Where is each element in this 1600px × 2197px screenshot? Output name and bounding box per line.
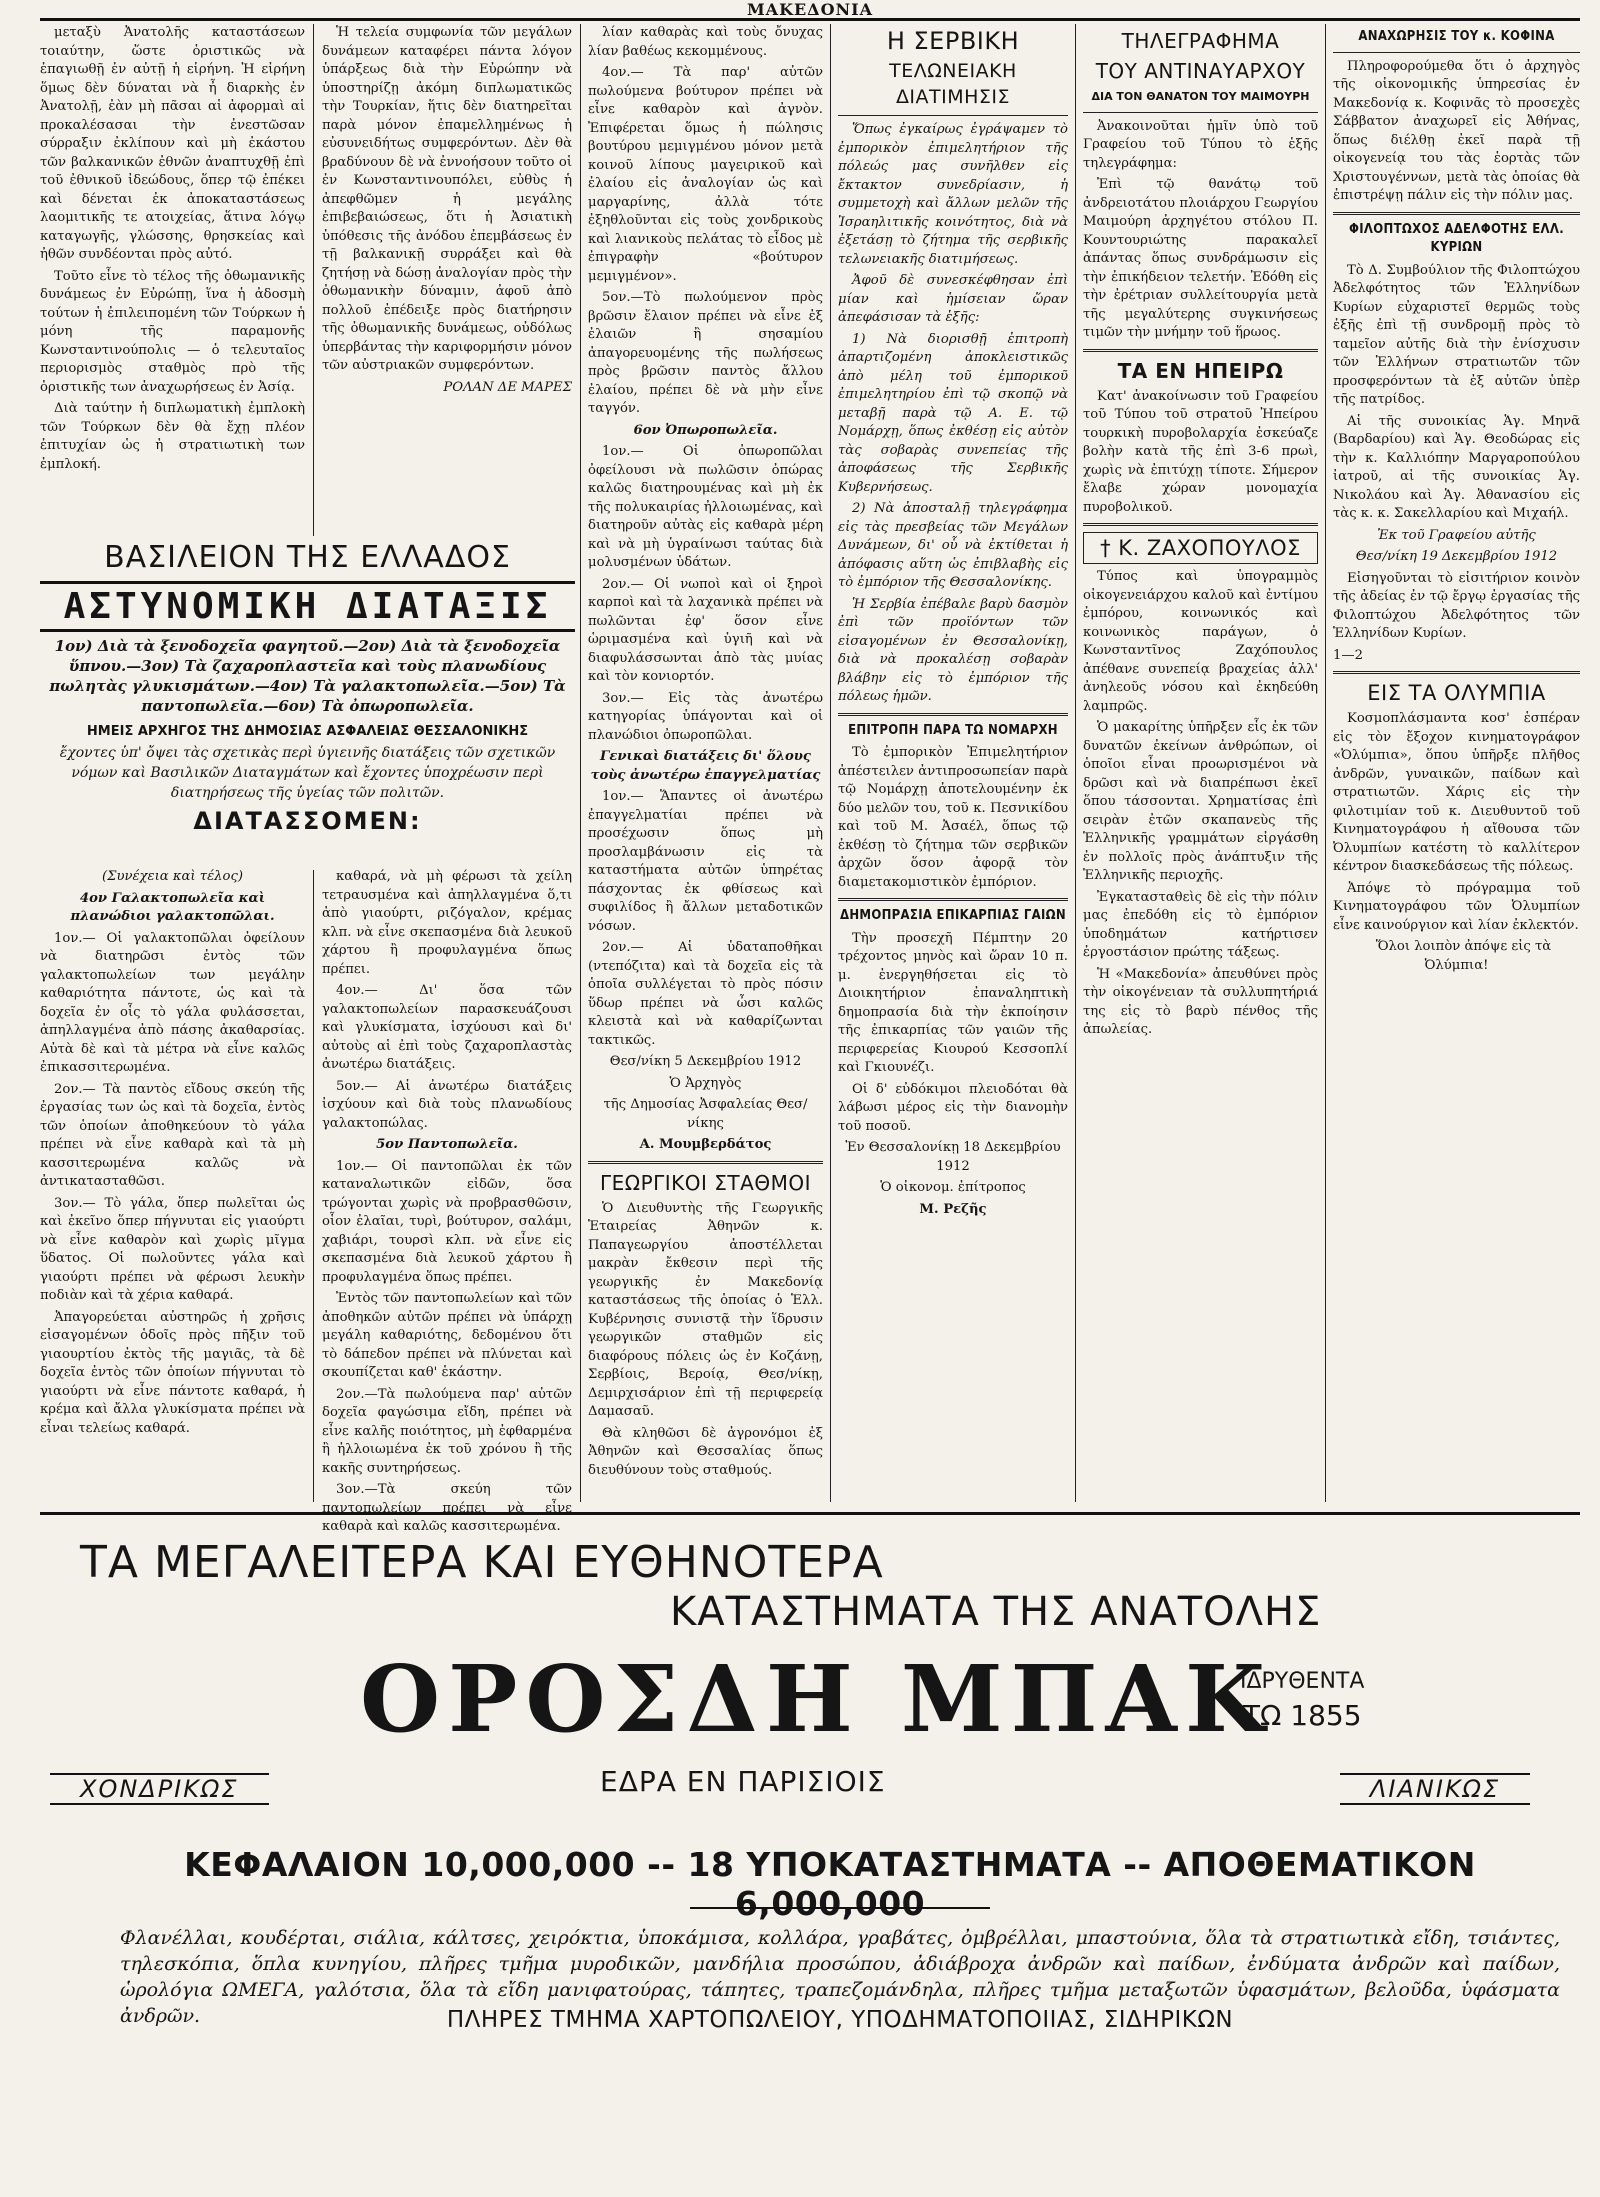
article-paragraph: Κοσμοπλάσμαντα κοσ' ἑσπέραν εἰς τὸν ἔξοχον κινηματογράφον «Ὀλύμπια», ὅπου ὑπῆρξε πλῆθος ἀνδρῶν, γυναικῶν, παίδων καὶ στρατιωτῶν. Χάρις εἰς τὴν φιλοτιμίαν τοῦ κ. Διευθυντοῦ τοῦ Κινηματογράφου ἡ αἴθουσα τῶν Ὀλυμπίων κατέστη τὸ καλλίτερον κέντρον διασκεδάσεως τῆς πόλεως.	[1333, 711, 1580, 874]
ad-founded-year: ΤΩ 1855	[1242, 1699, 1362, 1732]
section-divider	[838, 115, 1068, 116]
notice-signatory-office: τῆς Δημοσίας Ἀσφαλείας Θεσ/νίκης	[603, 1097, 808, 1131]
article-paragraph: Ἐπὶ τῷ θανάτῳ τοῦ ἀνδρειοτάτου πλοιάρχου Γεωργίου Μαιμούρη ἀρχηγέτου στόλου Π. Κουντουριώτης παρακαλεῖ ἁπάντας ὅπως συνδράμωσιν εἰς τὴν ἐπικήδειον τελετήν. Ἐδόθη εἰς τὴν ἐρέτριαν συλλείτουργία μετὰ τῆς μεγαλύτερης συγκινήσεως τιμῶν τὴν μνήμην τοῦ ἥρωος.	[1083, 177, 1318, 340]
column-4	[838, 24, 1068, 1502]
article-paragraph: 3ον.— Τὸ γάλα, ὅπερ πωλεῖται ὡς καὶ ἐκεῖνο ὅπερ πήγνυται εἰς γιαούρτι νὰ εἶνε καθαρὸν καὶ χωρὶς μῖγμα ὕδατος. Οἱ πωλοῦντες γάλα καὶ γιαούρτι πρέπει νὰ φέρωσι λευκὴν ποδιὰν καὶ τὰ χέρια καθαρά.	[40, 1195, 305, 1303]
ad-retail: ΛΙΑΝΙΚΩΣ	[1340, 1773, 1530, 1805]
column-2-bottom	[322, 868, 572, 1534]
article-paragraph: Ἡ τελεία συμφωνία τῶν μεγάλων δυνάμεων καταφέρει πάντα λόγον ὑπάρξεως διὰ τὴν Εὐρώπην νὰ ὑποστηρίζῃ ἀκόμη διπλωματικῶς τὴν Τουρκίαν, ἥτις δὲν διατηρεῖται παρὰ μόνον ἐπαμελλημένως ἡ εὐσυνειδήτως συμφερόντων. Δὲν θὰ βραδύνουν δὲ νὰ ἐννοήσουν τοῦτο οἱ ἐν Κωνσταντινουπόλει, εὐθὺς ἡ ἀπεφθῶμεν ἡ μεγάλης ἐπιβεβαιώσεως, ὅτι ἡ Ἀσιατικὴ ὑπόθεσις τῆς ἀνόδου ἐπεμβάσεως ἐν τῇ βαλκανικῇ συρράξει καὶ θὰ ζητήσῃ νὰ δώσῃ ἀναλογίαν πρὸς τὴν ὀθωμανικὴν δύναμιν, ἀφοῦ ἀπὸ πολλοῦ ἐπέδειξε πρὸς διατήρησιν τῆς ὀθωμανικῆς δυνάμεως, οὐδόλως ὑπερβάντας τὴν καριφορμήσιν μόνον τῶν αὐστριακῶν συμφερόντων.	[322, 25, 572, 373]
notice-order-heading: ΔΙΑΤΑΣΣΟΜΕΝ:	[193, 807, 422, 835]
article-paragraph: Αἱ τῆς συνοικίας Ἁγ. Μηνᾶ (Βαρδαρίου) καὶ Ἁγ. Θεοδώρας εἰς τὴν κ. Καλλιόπην Μαργαροπούλου ἰατροῦ, αἱ τῆς συνοικίας Ἁγ. Νικολάου καὶ Ἁγ. Ἀθανασίου εἰς τὰς κ. κ. Σακελλαρίου καὶ Μιχαήλ.	[1333, 413, 1580, 521]
column-1-bottom	[40, 868, 305, 1500]
obituary-headline: † Κ. ΖΑΧΟΠΟΥΛΟΣ	[1083, 532, 1318, 564]
article-paragraph: Πληροφορούμεθα ὅτι ὁ ἀρχηγὸς τῆς οἰκονομικῆς ὑπηρεσίας ἐν Μακεδονίᾳ κ. Κοφινᾶς τὸ προσεχὲς Σάββατον ἀναχωρεῖ εἰς Ἀθήνας, ὅπως διέλθῃ ἐκεῖ παρὰ τῇ οἰκογενείᾳ του τὰς ἑορτὰς τῶν Χριστουγέννων, μετὰ τὰς ὁποίας θὰ ἐπιστρέψῃ πάλιν εἰς τὴν πόλιν μας.	[1333, 58, 1580, 203]
ad-founded	[1240, 1665, 1364, 1733]
article-paragraph: 3ον.—Τὰ σκεύη τῶν παντοπωλείων πρέπει νὰ εἶνε καθαρὰ καὶ καλῶς κασσιτερωμένα.	[322, 1482, 572, 1534]
article-paragraph: Κατ' ἀνακοίνωσιν τοῦ Γραφείου τοῦ Τύπου τοῦ στρατοῦ Ἠπείρου τουρκικὴ πυροβολαρχία ἐσκεύαζε βολὴν κατὰ τῆς ἐπὶ 3-6 πρωὶ, χωρὶς νὰ ἐπιτύχῃ τίποτε. Σήμερον ἔλαβε χώραν μονομαχία πυροβολικοῦ.	[1083, 388, 1318, 515]
article-paragraph: Ἀπαγορεύεται αὐστηρῶς ἡ χρῆσις εἰσαγομένων ὁδοῖς πρὸς πῆξιν τοῦ γιαουρτίου ἐκτὸς τῆς μαγιᾶς, τὰ δὲ δοχεῖα ἐντὸς τῶν ὁποίων πήγνυται τὸ γιαούρτι νὰ εἶνε πάντοτε καθαρά, ἡ κρέμα καὶ ἄλλα γλυκίσματα πρέπει νὰ εἶναι τελείως καθαρά.	[40, 1309, 305, 1436]
article-headline: ΔΗΜΟΠΡΑΣΙΑ ΕΠΙΚΑΡΠΙΑΣ ΓΑΙΩΝ	[839, 908, 1067, 923]
column-divider	[313, 870, 314, 1502]
section-heading: Γενικαὶ διατάξεις δι' ὅλους τοὺς ἀνωτέρω ἐπαγγελματίας	[590, 749, 821, 783]
article-headline: ΕΠΙΤΡΟΠΗ ΠΑΡΑ ΤΩ ΝΟΜΑΡΧΗ	[848, 722, 1058, 738]
article-headline: ΤΗΛΕΓΡΑΦΗΜΑ	[1121, 29, 1280, 53]
article-paragraph: 4ον.— Δι' ὅσα τῶν γαλακτοπωλείων παρασκευάζουσι καὶ γλυκίσματα, ἰσχύουσι καὶ δι' αὐτοὺς αἱ ἐπὶ τοὺς ζαχαροπλαστὰς ἀνωτέρω διατάξεις.	[322, 983, 572, 1072]
ad-seat: ΕΔΡΑ ΕΝ ΠΑΡΙΣΙΟΙΣ	[600, 1765, 886, 1798]
section-divider	[1333, 212, 1580, 215]
column-divider	[830, 24, 831, 1502]
notice-preamble: ἔχοντες ὑπ' ὄψει τὰς σχετικὰς περὶ ὑγιεινῆς διατάξεις τῶν σχετικῶν νόμων καὶ Βασιλικῶν Διαταγμάτων καὶ ἔχοντες ὑποχρέωσιν περὶ διατηρήσεως τῆς ὑγείας τῶν πολιτῶν.	[59, 745, 556, 801]
column-6	[1333, 24, 1580, 1502]
column-divider	[1325, 24, 1326, 1502]
article-paragraph: 2ον.— Αἱ ὑδαταποθῆκαι (ντεπόζιτα) καὶ τὰ δοχεῖα εἰς τὰ ὁποῖα συλλέγεται τὸ πρὸς πόσιν ὕδωρ πρέπει νὰ ὦσι καλῶς κλειστὰ καὶ νὰ καθαρίζωνται τακτικῶς.	[588, 940, 823, 1048]
ad-wholesale: ΧΟΝΔΡΙΚΩΣ	[50, 1773, 269, 1805]
notice-authority: ΗΜΕΙΣ ΑΡΧΗΓΟΣ ΤΗΣ ΔΗΜΟΣΙΑΣ ΑΣΦΑΛΕΙΑΣ ΘΕΣΣΑΛΟΝΙΚΗΣ	[86, 724, 529, 739]
article-paragraph: 1ον.— Οἱ παντοπῶλαι ἐκ τῶν καταναλωτικῶν εἰδῶν, ὅσα τρώγονται χωρὶς νὰ προβρασθῶσιν, οἷον ἐλαῖαι, τυρὶ, βούτυρον, σαλάμι, χαβιάρι, τουρσὶ κλπ. νὰ εἶνε εἰς σκεπασμένα διὰ λευκοῦ χάρτου ἢ προφυλαγμένα ὅπως πρέπει.	[322, 1158, 572, 1285]
article-paragraph: Ἀπόψε τὸ πρόγραμμα τοῦ Κινηματογράφου τῶν Ὀλυμπίων εἶνε καινούργιον καὶ λίαν ἐκλεκτόν.	[1333, 880, 1580, 933]
column-divider	[580, 24, 581, 1502]
article-paragraph: Τοῦτο εἶνε τὸ τέλος τῆς ὀθωμανικῆς δυνάμεως ἐν Εὐρώπῃ, ἵνα ἡ ἀδοσμὴ τούτων ἡ ἐπιλειπομένη τῶν Τούρκων ἡ μόνη τῆς παραμονῆς Κωνσταντινούπολις — ὁ τελευταῖος περιορισμὸς σταθμὸς πρὸ τῆς ὁριστικῆς των ἀναχωρήσεως ἐν Ἀσίᾳ.	[40, 268, 305, 395]
section-divider	[1333, 671, 1580, 674]
ad-goods-list: Φλανέλλαι, κουδέρται, σιάλια, κάλτσες, χειρόκτια, ὑποκάμισα, κολλάρα, γραβάτες, ὀμβρέλλαι, μπαστούνια, ὅλα τὰ στρατιωτικὰ εἴδη, τσιάντες, τηλεσκόπια, ὅπλα κυνηγίου, πλῆρες τμῆμα μυροδικῶν, μανδήλια προσώπου, ἀδιάβροχα ἀνδρῶν καὶ παίδων, ἐνδύματα ἀνδρῶν καὶ παίδων, ὡρολόγια ΩΜΕΓΑ, γαλότσια, ὅλα τὰ εἴδη μανιφατούρας, τάπητες, τραπεζομάνδηλα, πλῆρες τμῆμα μεταξωτῶν ὑφασμάτων, βελοῦδα, ὑφάσματα ἀνδρῶν.	[120, 1927, 1560, 2027]
article-paragraph: μεταξὺ Ἀνατολῆς καταστάσεων τοιαύτην, ὥστε ὁριστικῶς νὰ ἐπαγιωθῇ ἐν αὐτῇ ἡ εἰρήνη. Ἡ εἰρήνη ὅμως δὲν δύναται νὰ ἦ διαρκὴς ἐν Ἀνατολῇ, ἐὰν μὴ πᾶσαι αἱ ἀφορμαὶ αἱ προκαλέσασαι τὴν ἐνεστῶσαν σύρραξιν ἐκλίπουν καὶ μὴ ἐκάστου τῶν βαλκανικῶν ἐθνῶν ἀναπτυχθῇ ἐπὶ τοῦ ἐθνικοῦ ἰδεώδους, ὅπερ τῷ ἐπέκει καὶ δένεται ἐκ ἀποκαταστάσεως λαομιτικῆς τε ατοιχείας, ἅτινα λόγῳ καταγωγῆς, γλώσσης, θρησκείας καὶ ἠθῶν συνδέονται πρὸς αὐτό.	[40, 25, 305, 262]
article-paragraph: 1ον.— Οἱ ὀπωροπῶλαι ὀφείλουσι νὰ πωλῶσιν ὀπώρας καλῶς διατηρουμένας καὶ μὴ ἐκ τῆς πολυκαιρίας ἠλλοιωμένας, καὶ διατηροῦν αὐτὰς εἰς καθαρὰ μέρη καὶ νὰ μὴ ὑγραίνωσι ταύτας διὰ μολυσμένων ὑδάτων.	[588, 444, 823, 570]
article-paragraph: Ἀνακοινοῦται ἡμῖν ὑπὸ τοῦ Γραφείου τοῦ Τύπου τὸ ἑξῆς τηλεγράφημα:	[1083, 118, 1318, 171]
article-headline-line2: ΤΟΥ ΑΝΤΙΝΑΥΑΡΧΟΥ	[1095, 59, 1306, 83]
article-paragraph: 2ον.—Τὰ πωλούμενα παρ' αὐτῶν δοχεῖα φαγώσιμα εἴδη, πρέπει νὰ εἶνε καλῆς ποιότητος, μὴ ἐφθαρμένα ἢ ἠλλοιωμένα ἐκ τοῦ χρόνου ἢ τῆς κακῆς συντηρήσεως.	[322, 1386, 572, 1476]
column-3	[588, 24, 823, 1502]
article-paragraph: Οἱ δ' εὐδόκιμοι πλειοδόται θὰ λάβωσι μέρος εἰς τὴν διανομὴν τοῦ ποσοῦ.	[838, 1081, 1068, 1134]
column-1-top	[40, 24, 305, 534]
article-paragraph: Ἡ «Μακεδονία» ἀπευθύνει πρὸς τὴν οἰκογένειαν τὰ συλλυπητήριά της εἰς τὸ βαρὺ πένθος τῆς ἀπωλείας.	[1083, 966, 1318, 1037]
article-paragraph: 2ον.— Οἱ νωποὶ καὶ οἱ ξηροὶ καρποὶ καὶ τὰ λαχανικὰ πρέπει νὰ πωλῶνται ἐφ' ὅσον εἶνε ὡριμασμένα καὶ ὑγιῆ καὶ νὰ διαφυλάσσωνται ἀπὸ τὰς μυίας καὶ τὸν κονιορτόν.	[588, 576, 823, 684]
ad-divider	[690, 1907, 990, 1909]
article-paragraph: 2ον.— Τὰ παντὸς εἴδους σκεύη τῆς ἐργασίας των ὡς καὶ τὰ δοχεῖα, ἐντὸς τῶν ὁποίων ἀποθηκεύουν τὸ γάλα πρέπει νὰ εἶνε καθαρὰ καὶ τὰ μὴ κασσιτερωμένα καλῶς νὰ ἀντικατασταθῶσι.	[40, 1081, 305, 1189]
article-paragraph: Ὁ Διευθυντὴς τῆς Γεωργικῆς Ἑταιρείας Ἀθηνῶν κ. Παπαγεωργίου ἀποστέλλεται μακρὰν ἔκθεσιν περὶ τῆς γεωργικῆς ἐν Μακεδονίᾳ καταστάσεως τῆς ὁποίας ὁ Ἑλλ. Κυβέρνησις συνιστᾷ τὴν ἵδρυσιν γεωργικῶν σταθμῶν εἰς διαφόρους πόλεις ὡς ἐν Κοζάνῃ, Σερβίοις, Βεροίᾳ, Θεσ/νίκῃ, Δεμιρχισάριον ἐπὶ τῇ περιφερείᾳ Δαμασαῦ.	[588, 1200, 823, 1419]
notice-signatory-title: Ὁ οἰκονομ. ἐπίτροπος	[880, 1180, 1026, 1195]
kingdom-heading: ΒΑΣΙΛΕΙΟΝ ΤΗΣ ΕΛΛΑΔΟΣ	[104, 540, 511, 575]
article-paragraph: 3ον.— Εἰς τὰς ἀνωτέρω κατηγορίας ὑπάγονται καὶ οἱ πλανώδιοι ὀπωροπῶλαι.	[588, 690, 823, 743]
section-heading: 6ον Ὀπωροπωλεῖα.	[633, 422, 778, 438]
police-notice-header	[40, 540, 575, 839]
article-paragraph: Ἀφοῦ δὲ συνεσκέφθησαν ἐπὶ μίαν καὶ ἡμίσειαν ὥραν ἀπεφάσισαν τὰ ἑξῆς:	[838, 273, 1068, 325]
article-headline: ΤΑ ΕΝ ΗΠΕΙΡΩ	[1117, 358, 1284, 383]
ad-headline-line1: ΤΑ ΜΕΓΑΛΕΙΤΕΡΑ ΚΑΙ ΕΥΘΗΝΟΤΕΡΑ	[80, 1537, 884, 1588]
section-divider	[838, 713, 1068, 716]
ad-founded-label: ΙΔΡΥΘΕΝΤΑ	[1240, 1669, 1365, 1694]
masthead: ΜΑΚΕΔΟΝΙΑ	[40, 0, 1580, 21]
article-paragraph: καθαρά, νὰ μὴ φέρωσι τὰ χείλη τετραυσμένα καὶ ἀπηλλαγμένα ὅ,τι ἀπὸ γιαούρτι, ριζόγαλον, κρέμας κλπ. νὰ εἶνε σκεπασμένα διὰ λευκοῦ χάρτου ἢ προφυλαγμένα ὅπως πρέπει.	[322, 869, 572, 977]
notice-signatory-name: Μ. Ρεζῆς	[919, 1201, 987, 1217]
article-paragraph: Διὰ ταύτην ἡ διπλωματικὴ ἐμπλοκὴ τῶν Τούρκων δὲν θὰ ἔχῃ πλέον ἐπιτυχίαν ὡς ἡ στρατιωτικὴ των ἐμπλοκή.	[40, 401, 305, 472]
article-paragraph: 5ον.—Τὸ πωλούμενον πρὸς βρῶσιν ἔλαιον πρέπει νὰ εἶνε ἐξ ἐλαιῶν ἢ σησαμίου ἀπαγορευομένης τῆς πωλήσεως πρὸς βρῶσιν παντὸς ἄλλου ἐλαίου, πρέπει δὲ νὰ μὴν εἶνε ταγγόν.	[588, 290, 823, 416]
article-headline: Η ΣΕΡΒΙΚΗ	[886, 27, 1020, 55]
article-headline: ΦΙΛΟΠΤΩΧΟΣ ΑΔΕΛΦΟΤΗΣ ΕΛΛ. ΚΥΡΙΩΝ	[1349, 221, 1564, 255]
article-headline: ΑΝΑΧΩΡΗΣΙΣ ΤΟΥ κ. ΚΟΦΙΝΑ	[1358, 29, 1555, 44]
notice-date: Θεσ/νίκη 5 Δεκεμβρίου 1912	[609, 1054, 802, 1069]
article-paragraph: 2) Νὰ ἀποσταλῇ τηλεγράφημα εἰς τὰς πρεσβείας τῶν Μεγάλων Δυνάμεων, δι' οὗ νὰ ἐκτίθεται ἡ ἀπόφασις αὕτη ὡς ἐπιβλαβὴς εἰς τὸ ἐμπόριον τῆς Θεσσαλονίκης.	[838, 501, 1068, 590]
notice-date: Ἐκ τοῦ Γραφείου αὐτῆς	[1377, 527, 1536, 543]
article-paragraph: 1ον.— Οἱ γαλακτοπῶλαι ὀφείλουν νὰ διατηρῶσι ἐντὸς τῶν γαλακτοπωλείων των μεγάλην καθαριότητα πάντοτε, ὡς καὶ τὰ δοχεῖα ἐν οἷς τὸ γάλα φυλάσσεται, ἀπηλλαγμένα ἀπὸ πάσης ἀκαθαρσίας. Αὐτὰ δὲ καὶ τὰ μέτρα νὰ εἶνε καλῶς ἐπικασσιτερωμένα.	[40, 930, 305, 1075]
article-paragraph: Τύπος καὶ ὑπογραμμὸς οἰκογενειάρχου καλοῦ καὶ ἐντίμου ἐμπόρου, κοινωνικός καὶ κοινωνικὸς παράγων, ὁ Κωνσταντῖνος Ζαχόπουλος ἀπέθανε συνεπείᾳ βραχείας ἀλλ' ἀνηλεοῦς νόσου καὶ ἐκηδεύθη λαμπρῶς.	[1083, 569, 1318, 714]
column-5	[1083, 24, 1318, 1502]
article-paragraph: 5ον.— Αἱ ἀνωτέρω διατάξεις ἰσχύουν καὶ διὰ τοὺς πλανωδίους γαλακτοπώλας.	[322, 1078, 572, 1131]
article-paragraph: Ὅπως ἐγκαίρως ἐγράψαμεν τὸ ἐμπορικὸν ἐπιμελητήριον τῆς πόλεώς μας συνῆλθεν εἰς ἔκτακτον συνεδρίασιν, ἡ συμμετοχὴ καὶ ἄλλων μελῶν τῆς Ἰσραηλιτικῆς κοινότητος, διὰ νὰ ἐξετάσῃ τὸ ζήτημα τῆς σερβικῆς τελωνειακῆς διατιμήσεως.	[838, 122, 1068, 267]
article-paragraph: Ὁ μακαρίτης ὑπῆρξεν εἷς ἐκ τῶν δυνατῶν ἐκείνων ἀνθρώπων, οἱ ὁποῖοι εἶναι προωρισμένοι νὰ δρῶσι καὶ νὰ διαπρέπωσι ἐκεῖ ὅπου τάσσονται. Χρηματίσας ἐπὶ σειρὰν ἐτῶν σκαπανεὺς τῆς Ἑλληνικῆς γραμμάτων εἰργάσθη ἐν πολλοῖς πρὸς ἀνάπτυξιν τῆς Ἑλληνικῆς περιοχῆς.	[1083, 720, 1318, 883]
notice-signatory-title: Ὁ Ἀρχηγὸς	[669, 1075, 742, 1091]
article-signature: ΡΟΛΑΝ ΔΕ ΜΑΡΕΣ	[443, 379, 572, 395]
article-headline: ΓΕΩΡΓΙΚΟΙ ΣΤΑΘΜΟΙ	[600, 1170, 811, 1195]
article-headline-line2: ΤΕΛΩΝΕΙΑΚΗ ΔΙΑΤΙΜΗΣΙΣ	[889, 60, 1017, 108]
article-paragraph: 1) Νὰ διορισθῇ ἐπιτροπὴ ἀπαρτιζομένη ἀποκλειστικῶς ἀπὸ μέλη τοῦ ἐμπορικοῦ ἐπιμελητηρίου ἐπὶ τῷ σκοπῷ νὰ μεταβῇ παρὰ τῷ Α. Ε. τῷ Νομάρχῃ, ὅπως ἐκθέσῃ εἰς αὐτὸν τὰς σοβαρὰς συνεπείας τῆς ἀποφάσεως τῆς Σερβικῆς Κυβερνήσεως.	[838, 331, 1068, 495]
column-2-top	[322, 24, 572, 534]
police-order-title: ΑΣΤΥΝΟΜΙΚΗ ΔΙΑΤΑΞΙΣ	[40, 581, 575, 632]
article-paragraph: 4ον.— Τὰ παρ' αὐτῶν πωλούμενα βούτυρον πρέπει νὰ εἶνε καθαρὸν καὶ ἀγνὸν. Ἐπιφέρεται ὅμως ἡ πώλησις βουτύρου μεμιγμένου μόνον μετὰ κοινοῦ λίπους μαγειρικοῦ καὶ ἐλαίου εἰς ἀναλογίαν ὡς καὶ μαργαρίνης, ἀλλὰ τότε ἐξηθλοῦνται εἰς τοὺς χονδρικοὺς καὶ λιανικοὺς πελάτας τὸ εἶδος μὲ ἐπιγραφὴν «βούτυρον μεμιγμένον».	[588, 65, 823, 284]
section-divider	[838, 898, 1068, 901]
section-heading: 4ον Γαλακτοπωλεῖα καὶ πλανώδιοι γαλακτοπῶλαι.	[70, 890, 275, 924]
ad-brand-name: ΟΡΟΣΔΗ ΜΠΑΚ	[360, 1645, 1273, 1753]
article-paragraph: Ὅλοι λοιπὸν ἀπόψε εἰς τὰ Ὀλύμπια!	[1375, 939, 1552, 973]
article-headline: ΕΙΣ ΤΑ ΟΛΥΜΠΙΑ	[1367, 681, 1546, 705]
notice-date: Ἐν Θεσσαλονίκῃ 18 Δεκεμβρίου 1912	[845, 1140, 1061, 1174]
article-paragraph: Τὸ ἐμπορικὸν Ἐπιμελητήριον ἀπέστειλεν ἀντιπροσωπείαν παρὰ τῷ Νομάρχῃ ἀποτελουμένην ἐκ δύο μελῶν του, τοῦ κ. Πεσνικίδου καὶ τοῦ Μ. Ἀσαέλ, ὅπως τῷ ἐκθέσῃ τὸ ζήτημα τῶν σερβικῶν ἀρχῶν ὅσον ἀφορᾷ τὸν διαμετακομιστικὸν ἐμπόριον.	[838, 745, 1068, 890]
section-divider	[1333, 52, 1580, 53]
section-divider	[588, 1161, 823, 1164]
ad-run-marker: 1—2	[1333, 647, 1363, 663]
ad-headline-line2: ΚΑΤΑΣΤΗΜΑΤΑ ΤΗΣ ΑΝΑΤΟΛΗΣ	[670, 1589, 1322, 1635]
section-heading: 5ον Παντοπωλεῖα.	[376, 1137, 518, 1152]
article-paragraph: Εἰσηγοῦνται τὸ εἰσιτήριον κοινὸν τῆς ἀδείας ἐν τῷ ἔργῳ ἐργασίας τῆς Φιλοπτώχου Ἀδελφότητος τῶν Ἑλληνίδων Κυρίων.	[1333, 570, 1580, 641]
article-paragraph: Ἐγκατασταθεὶς δὲ εἰς τὴν πόλιν μας ἐπεδόθη εἰς τὸ ἐμπόριον ὑποδημάτων κατήρτισεν ἐργοστάσιον πρώτης τάξεως.	[1083, 889, 1318, 960]
section-divider	[1083, 112, 1318, 113]
continuation-note: (Συνέχεια καὶ τέλος)	[101, 869, 244, 884]
column-divider	[313, 24, 314, 536]
article-paragraph: Ἐντὸς τῶν παντοπωλείων καὶ τῶν ἀποθηκῶν αὐτῶν πρέπει νὰ ὑπάρχῃ μεγάλη καθαριότης, δεδομένου ὅτι τὸ δάπεδον πρέπει νὰ πλύνεται καὶ σκουπίζεται καθ' ἑκάστην.	[322, 1291, 572, 1380]
article-paragraph: λίαν καθαρὰς καὶ τοὺς ὄνυχας λίαν βαθέως κεκομμένους.	[588, 25, 823, 59]
ad-footer: ΠΛΗΡΕΣ ΤΜΗΜΑ ΧΑΡΤΟΠΩΛΕΙΟΥ, ΥΠΟΔΗΜΑΤΟΠΟΙΙΑΣ, ΣΙΔΗΡΙΚΩΝ	[446, 2007, 1234, 2033]
section-divider	[1083, 349, 1318, 352]
article-paragraph: Ἡ Σερβία ἐπέβαλε βαρὺ δασμὸν ἐπὶ τῶν προϊόντων τῶν εἰσαγομένων ἐν Θεσσαλονίκῃ, διὰ νὰ προκαλέσῃ σοβαρὰν βλάβην εἰς τὸ ἐμπόριον τῆς πόλεως ἡμῶν.	[838, 596, 1068, 704]
article-paragraph: Θὰ κληθῶσι δὲ ἀγρονόμοι ἐξ Ἀθηνῶν καὶ Θεσσαλίας ὅπως διευθύνουν τοὺς σταθμούς.	[588, 1425, 823, 1478]
ad-capital-line: ΚΕΦΑΛΑΙΟΝ 10,000,000 -- 18 ΥΠΟΚΑΤΑΣΤΗΜΑΤΑ -- ΑΠΟΘΕΜΑΤΙΚΟΝ 6,000,000	[184, 1845, 1476, 1923]
notice-subtitle: 1ον) Διὰ τὰ ξενοδοχεῖα φαγητοῦ.—2ον) Διὰ τὰ ξενοδοχεῖα ὕπνου.—3ον) Τὰ ζαχαροπλαστεῖα καὶ τοὺς πλανωδίους πωλητὰς γλυκισμάτων.—4ον) Τὰ γαλακτοπωλεῖα.—5ον) Τὰ παντοπωλεῖα.—6ον) Τὰ ὀπωροπωλεῖα.	[49, 637, 566, 715]
notice-date: Θεσ/νίκη 19 Δεκεμβρίου 1912	[1355, 549, 1558, 564]
column-divider	[1075, 24, 1076, 1502]
article-paragraph: 1ον.— Ἅπαντες οἱ ἀνωτέρω ἐπαγγελματίαι πρέπει νὰ προσέχωσιν ὅπως μὴ προσλαμβάνωσιν εἰς τὰ καταστήματα αὐτῶν ὑπηρέτας πάσχοντας ἐκ φθίσεως καὶ συφιλίδος ἢ ἄλλων μεταδοτικῶν νόσων.	[588, 789, 823, 934]
orosdi-back-advertisement	[40, 1512, 1580, 2185]
article-subheadline: ΔΙΑ ΤΟΝ ΘΑΝΑΤΟΝ ΤΟΥ ΜΑΙΜΟΥΡΗ	[1091, 90, 1310, 103]
article-paragraph: Τὸ Δ. Συμβούλιον τῆς Φιλοπτώχου Ἀδελφότητος τῶν Ἑλληνίδων Κυρίων εὐχαριστεῖ θερμῶς τοὺς ἐξῆς ἐπὶ τῇ συνδρομῇ πρὸς τὸ ταμεῖον αὐτῆς διὰ τὴν ἐνίσχυσιν τῶν Ἑλλήνων στρατιωτῶν τῶν προσφερόντων τὰ ἐξ αὐτῶν ὑπὲρ τῆς πατρίδος.	[1333, 262, 1580, 407]
section-divider	[1083, 523, 1318, 526]
notice-signatory-name: Α. Μουμβερδάτος	[639, 1137, 772, 1152]
article-paragraph: Τὴν προσεχῆ Πέμπτην 20 τρέχοντος μηνὸς καὶ ὥραν 10 π. μ. ἐνεργηθήσεται εἰς τὸ Διοικητήριον ἐπαναληπτικὴ δημοπρασία διὰ τὴν ἐκποίησιν τῆς ἐπικαρπίας τῶν γαιῶν τῆς περιφερείας Κιουρού Κεσσοπλί καὶ Γκιουνέζι.	[838, 930, 1068, 1075]
